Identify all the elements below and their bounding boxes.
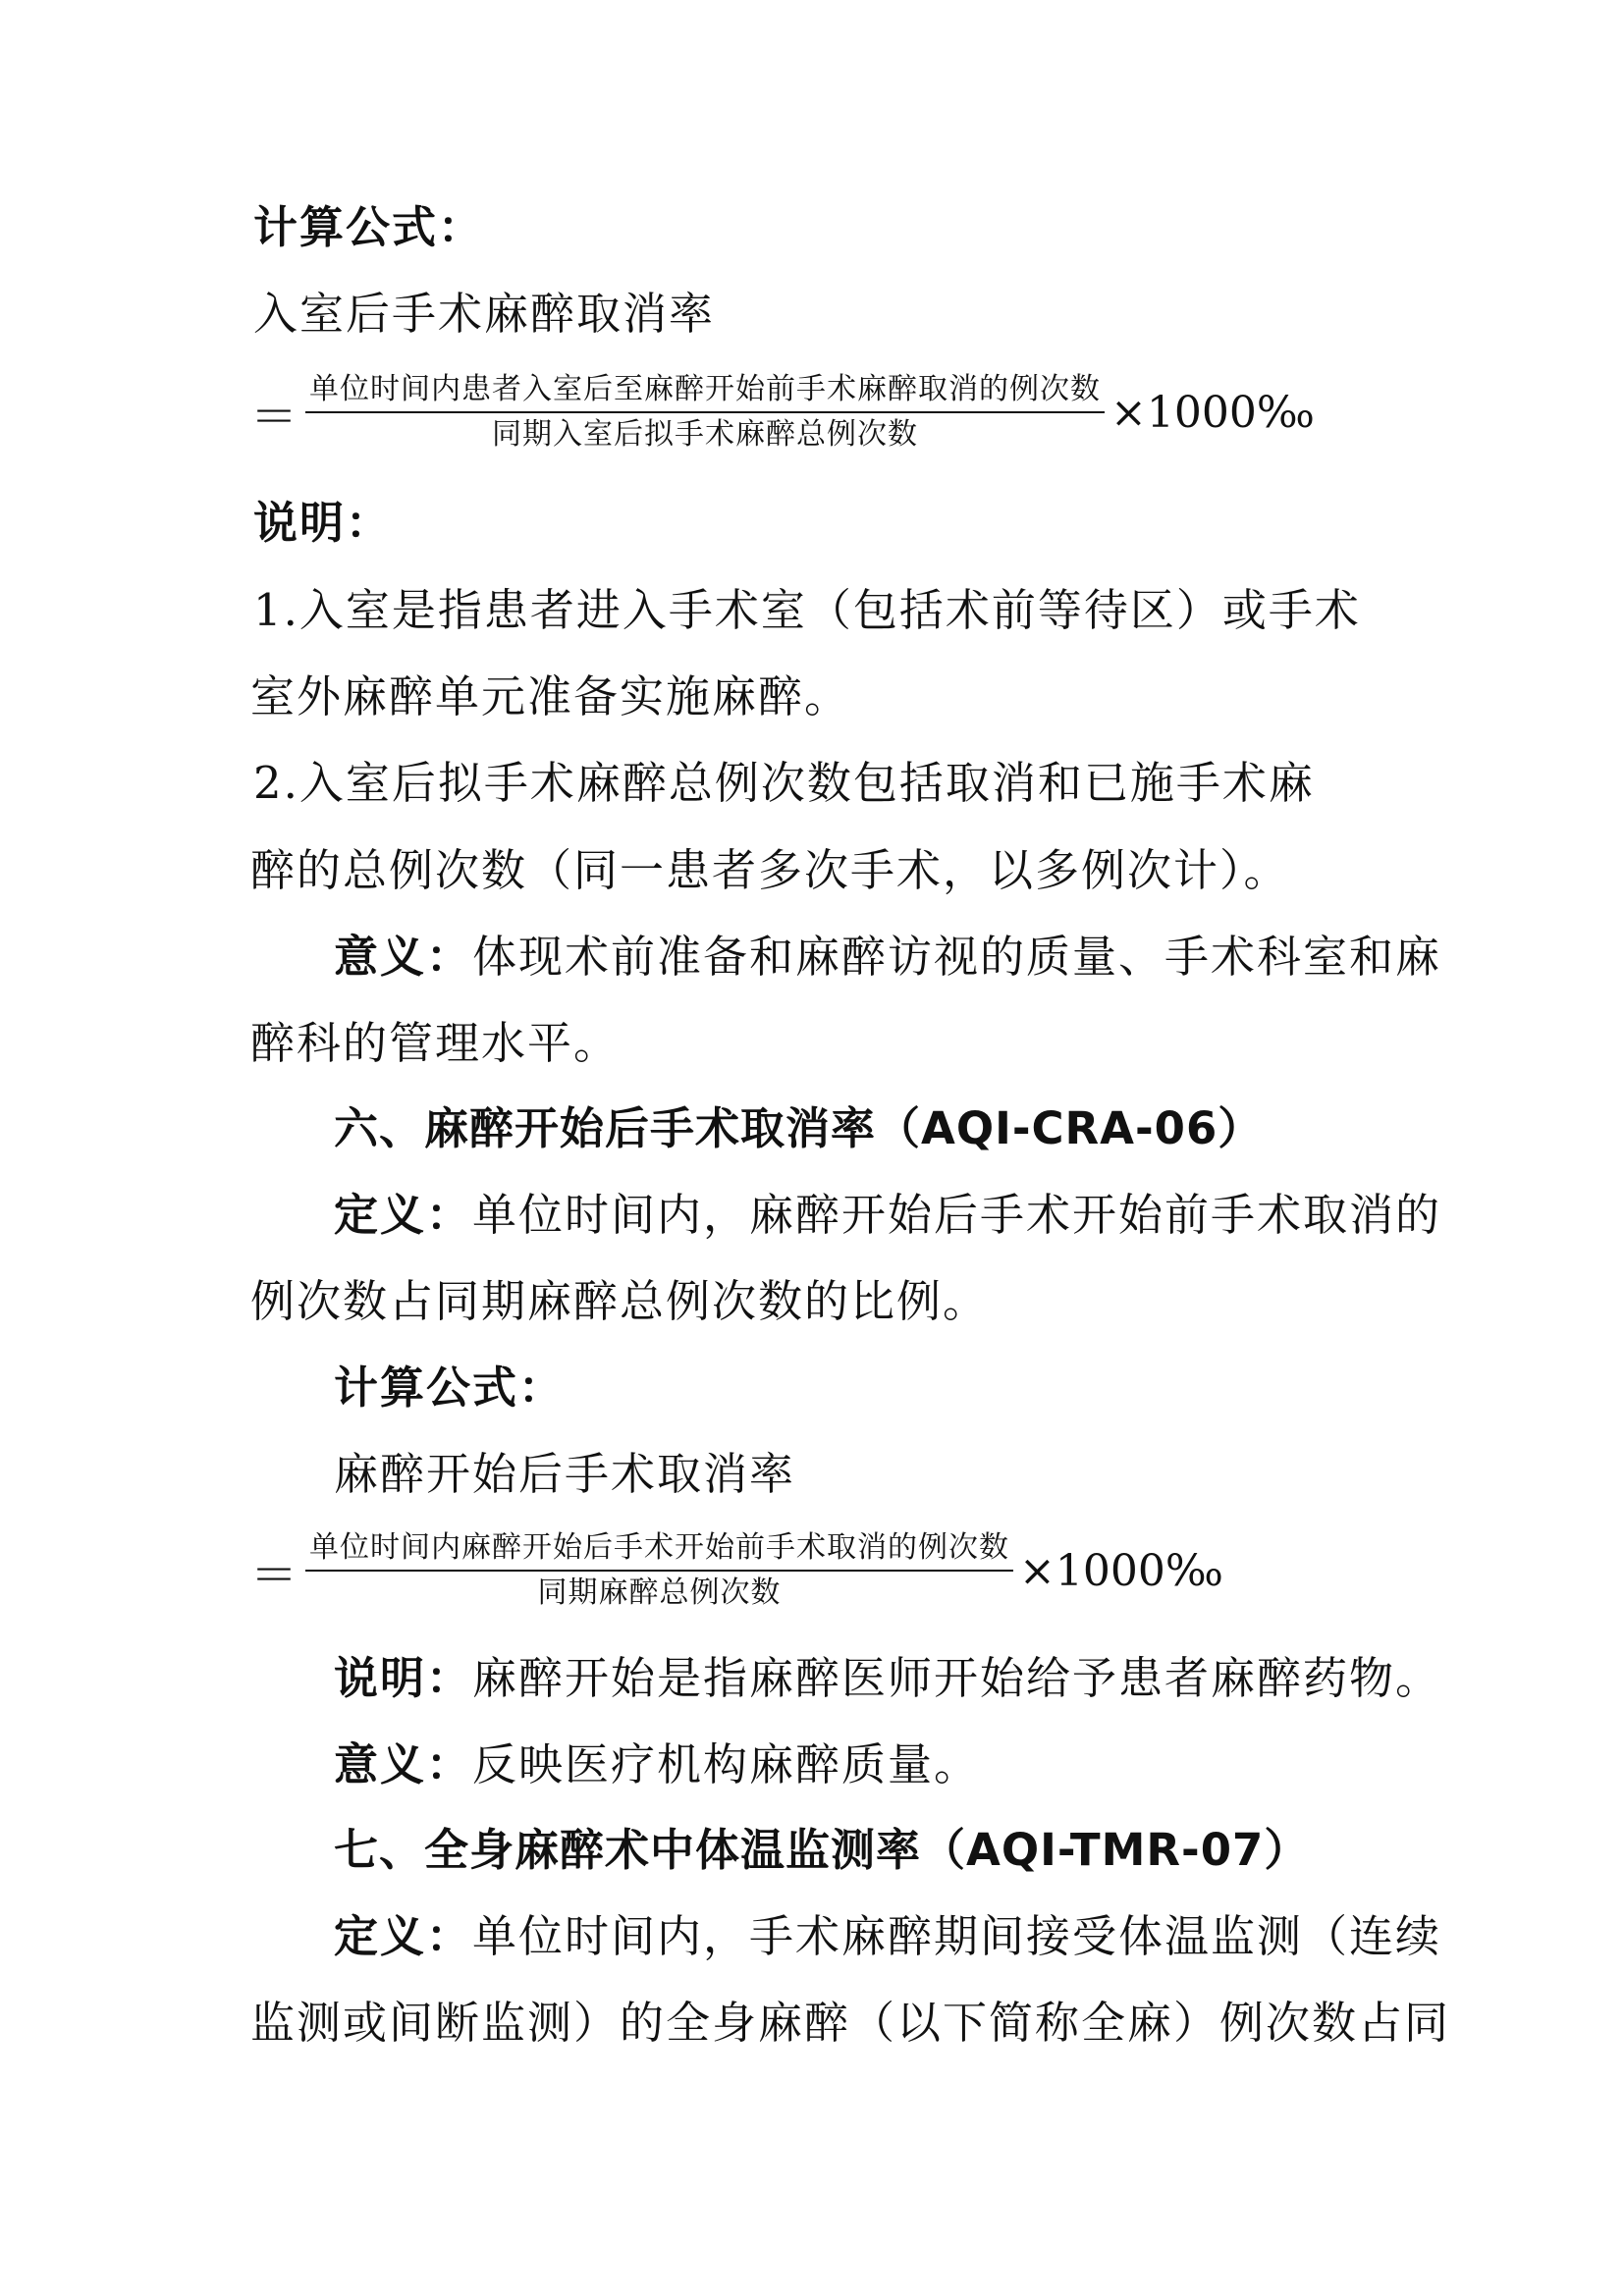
definition-text: 单位时间内，麻醉开始后手术开始前手术取消的	[472, 1189, 1442, 1241]
denominator: 同期入室后拟手术麻醉总例次数	[492, 417, 919, 452]
meaning-text: 体现术前准备和麻醉访视的质量、手术科室和麻	[472, 931, 1442, 983]
definition-text: 单位时间内，手术麻醉期间接受体温监测（连续	[472, 1910, 1442, 1962]
definition-label: 定义：	[334, 1910, 473, 1962]
note-text: 麻醉开始是指麻醉医师开始给予患者麻醉药物。	[472, 1652, 1442, 1704]
note-1-line-2: 室外麻醉单元准备实施麻醉。	[250, 670, 851, 722]
equals-sign: ＝	[250, 389, 298, 445]
definition-paragraph-6	[334, 1186, 1463, 1245]
numerator: 单位时间内患者入室后至麻醉开始前手术麻醉取消的例次数	[309, 372, 1102, 406]
rate-name: 入室后手术麻醉取消率	[253, 288, 716, 340]
fraction	[305, 370, 1105, 454]
meaning-label: 意义：	[334, 931, 473, 983]
note-paragraph-6	[334, 1649, 1463, 1708]
denominator: 同期麻醉总例次数	[537, 1575, 782, 1610]
fraction-bar	[305, 411, 1105, 413]
definition-line-2: 例次数占同期麻醉总例次数的比例。	[250, 1275, 990, 1327]
meaning-line-2: 醉科的管理水平。	[250, 1017, 621, 1069]
definition-paragraph-7	[334, 1907, 1463, 1966]
meaning-paragraph	[334, 928, 1463, 987]
note-2-line-1: 2.入室后拟手术麻醉总例次数包括取消和已施手术麻	[253, 757, 1315, 809]
meaning-label: 意义：	[334, 1738, 473, 1790]
fraction-bar	[305, 1570, 1013, 1572]
note-label: 说明：	[334, 1652, 473, 1704]
formula-label-2: 计算公式：	[334, 1362, 566, 1414]
formula-cancel-after-entry	[250, 353, 1315, 471]
multiplier: ×1000‰	[1019, 1545, 1223, 1596]
rate-name-2: 麻醉开始后手术取消率	[334, 1448, 796, 1500]
equals-sign: ＝	[250, 1547, 298, 1603]
note-2-line-2: 醉的总例次数（同一患者多次手术，以多例次计）。	[250, 844, 1290, 896]
formula-label: 计算公式：	[253, 201, 485, 253]
note-1-line-1: 1.入室是指患者进入手术室（包括术前等待区）或手术	[253, 584, 1361, 636]
note-label: 说明：	[253, 497, 393, 549]
formula-cancel-after-anesthesia	[250, 1512, 1223, 1629]
section-heading-7: 七、全身麻醉术中体温监测率（AQI-TMR-07）	[334, 1824, 1310, 1876]
section-heading-6: 六、麻醉开始后手术取消率（AQI-CRA-06）	[334, 1102, 1264, 1154]
meaning-text: 反映医疗机构麻醉质量。	[472, 1738, 981, 1790]
definition-label: 定义：	[334, 1189, 473, 1241]
fraction	[305, 1528, 1013, 1613]
definition-line-2: 监测或间断监测）的全身麻醉（以下简称全麻）例次数占同	[250, 1997, 1451, 2049]
multiplier: ×1000‰	[1110, 387, 1315, 438]
meaning-paragraph-6	[334, 1735, 1463, 1794]
numerator: 单位时间内麻醉开始后手术开始前手术取消的例次数	[309, 1530, 1010, 1565]
